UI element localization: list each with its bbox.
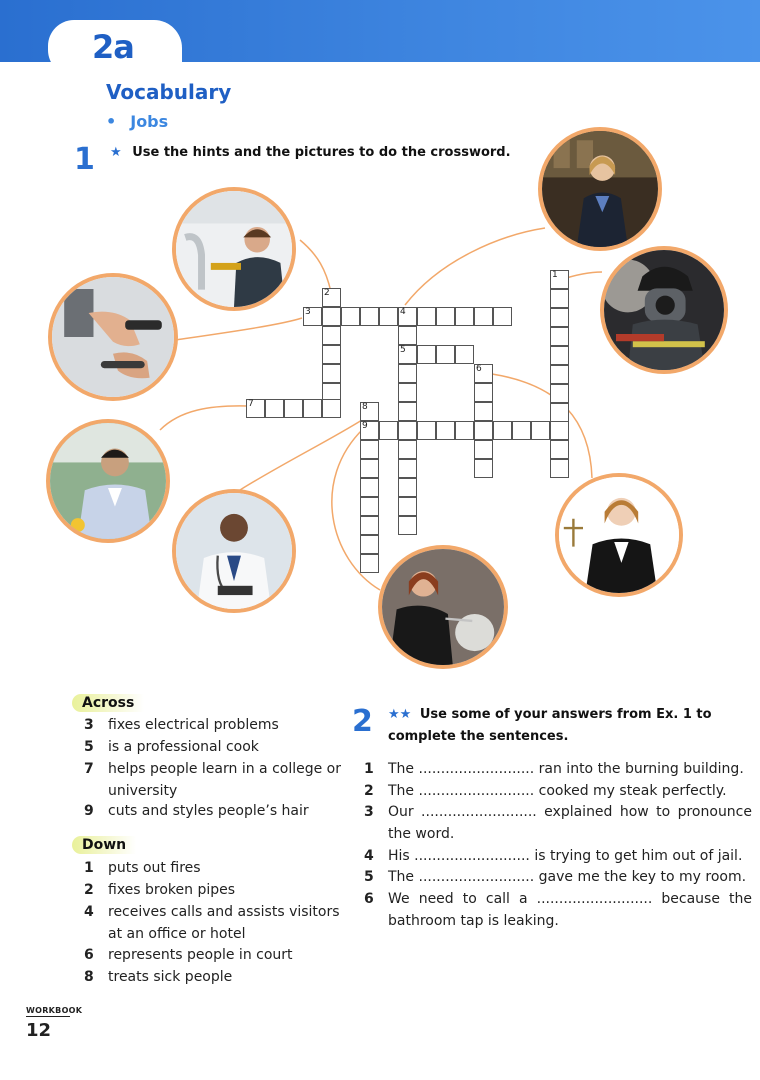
clue-number: 9 — [362, 421, 368, 431]
clue-text: fixes electrical problems — [108, 717, 279, 733]
crossword-cell[interactable] — [360, 402, 379, 421]
crossword-cell[interactable] — [360, 421, 379, 440]
plumber-photo — [172, 187, 296, 311]
crossword-cell[interactable] — [360, 516, 379, 535]
across-heading: Across — [72, 694, 144, 712]
clue-text: fixes broken pipes — [108, 882, 236, 898]
crossword-cell[interactable] — [398, 402, 417, 421]
crossword-cell[interactable] — [322, 326, 341, 345]
doctor-photo — [172, 489, 296, 613]
crossword-cell[interactable] — [360, 459, 379, 478]
down-heading: Down — [72, 836, 136, 854]
crossword-cell[interactable] — [550, 270, 569, 289]
bullet-icon: • — [106, 112, 117, 131]
crossword-cell[interactable] — [493, 421, 512, 440]
crossword-cell[interactable] — [550, 327, 569, 346]
crossword-cell[interactable] — [417, 345, 436, 364]
crossword-cell[interactable] — [398, 345, 417, 364]
sentence-number: 2 — [364, 783, 374, 799]
sentence-text[interactable]: The .......................... ran into the burning building. — [388, 761, 744, 777]
exercise-1-number: 1 — [74, 142, 95, 177]
sentence-text[interactable]: The .......................... cooked my steak perfectly. — [388, 783, 727, 799]
crossword-cell[interactable] — [455, 307, 474, 326]
crossword-cell[interactable] — [398, 326, 417, 345]
crossword-cell[interactable] — [512, 421, 531, 440]
crossword-cell[interactable] — [493, 307, 512, 326]
crossword-cell[interactable] — [455, 421, 474, 440]
crossword-cell[interactable] — [436, 421, 455, 440]
unit-number: 2a — [92, 28, 134, 66]
crossword-cell[interactable] — [531, 421, 550, 440]
crossword-cell[interactable] — [322, 288, 341, 307]
crossword-cell[interactable] — [246, 399, 265, 418]
crossword-cell[interactable] — [379, 421, 398, 440]
clue-number: 4 — [400, 307, 406, 317]
clue-number: 2 — [324, 288, 330, 298]
crossword-cell[interactable] — [398, 421, 417, 440]
firefighter-photo — [600, 246, 728, 374]
crossword-cell[interactable] — [474, 440, 493, 459]
crossword-cell[interactable] — [550, 459, 569, 478]
crossword-cell[interactable] — [550, 421, 569, 440]
crossword-cell[interactable] — [265, 399, 284, 418]
crossword-cell[interactable] — [360, 440, 379, 459]
crossword-cell[interactable] — [322, 307, 341, 326]
crossword-cell[interactable] — [550, 289, 569, 308]
crossword-cell[interactable] — [322, 399, 341, 418]
clue-number: 6 — [84, 947, 94, 963]
clue-number: 7 — [84, 761, 94, 777]
sentence-text[interactable]: His .......................... is trying to get him out of jail. — [388, 848, 743, 864]
crossword-cell[interactable] — [550, 365, 569, 384]
clue-number: 2 — [84, 882, 94, 898]
crossword-cell[interactable] — [436, 307, 455, 326]
instruction-text: Use the hints and the pictures to do the crossword. — [132, 145, 511, 160]
clue-number: 9 — [84, 803, 94, 819]
sentence-text[interactable]: Our .......................... explained how to pronounce the word. — [388, 804, 752, 842]
clue-text: helps people learn in a college or university — [108, 761, 341, 799]
footer-label: WORKBOOK — [26, 1006, 83, 1015]
hairdresser-photo — [378, 545, 508, 669]
clue-number: 5 — [400, 345, 406, 355]
crossword-cell[interactable] — [550, 403, 569, 422]
crossword-cell[interactable] — [341, 307, 360, 326]
lecturer-photo — [46, 419, 170, 543]
crossword-cell[interactable] — [360, 554, 379, 573]
clue-number: 3 — [84, 717, 94, 733]
difficulty-stars-icon: ★★ — [388, 707, 412, 722]
clue-number: 8 — [84, 969, 94, 985]
clue-number: 3 — [305, 307, 311, 317]
clue-number: 1 — [552, 270, 558, 280]
crossword-cell[interactable] — [474, 421, 493, 440]
clue-text: receives calls and assists visitors at an office or hotel — [108, 904, 340, 942]
clue-number: 6 — [476, 364, 482, 374]
crossword-cell[interactable] — [284, 399, 303, 418]
lawyer-photo — [555, 473, 683, 597]
clue-number: 5 — [84, 739, 94, 755]
clue-text: represents people in court — [108, 947, 293, 963]
footer-divider — [26, 1016, 70, 1017]
page-number: 12 — [26, 1020, 52, 1041]
crossword-cell[interactable] — [303, 307, 322, 326]
crossword-cell[interactable] — [474, 307, 493, 326]
sentence-text[interactable]: We need to call a .......................... because the bathroom tap is leaking. — [388, 891, 752, 929]
sentence-number: 1 — [364, 761, 374, 777]
crossword-cell[interactable] — [550, 384, 569, 403]
sentence-number: 6 — [364, 891, 374, 907]
sentence-number: 5 — [364, 869, 374, 885]
crossword-cell[interactable] — [398, 364, 417, 383]
receptionist-photo — [538, 127, 662, 251]
crossword-cell[interactable] — [398, 459, 417, 478]
crossword-cell[interactable] — [398, 440, 417, 459]
crossword-cell[interactable] — [474, 459, 493, 478]
clue-text: puts out fires — [108, 860, 201, 876]
crossword-cell[interactable] — [474, 402, 493, 421]
crossword-cell[interactable] — [550, 308, 569, 327]
crossword-cell[interactable] — [474, 364, 493, 383]
crossword-cell[interactable] — [322, 345, 341, 364]
crossword-cell[interactable] — [379, 307, 398, 326]
section-title: Vocabulary — [106, 80, 232, 104]
clue-text: is a professional cook — [108, 739, 259, 755]
electrician-photo — [48, 273, 178, 401]
difficulty-star-icon: ★ — [110, 145, 122, 160]
crossword-cell[interactable] — [550, 440, 569, 459]
crossword-cell[interactable] — [398, 516, 417, 535]
crossword-cell[interactable] — [360, 497, 379, 516]
clue-number: 4 — [84, 904, 94, 920]
crossword-cell[interactable] — [417, 421, 436, 440]
crossword-cell[interactable] — [455, 345, 474, 364]
crossword-cell[interactable] — [550, 346, 569, 365]
crossword-cell[interactable] — [398, 478, 417, 497]
instruction-text: Use some of your answers from Ex. 1 to complete the sentences. — [388, 707, 712, 744]
clue-text: treats sick people — [108, 969, 233, 985]
sentence-number: 4 — [364, 848, 374, 864]
crossword-cell[interactable] — [398, 497, 417, 516]
exercise-2-number: 2 — [352, 704, 373, 739]
crossword-cell[interactable] — [474, 383, 493, 402]
crossword-cell[interactable] — [398, 383, 417, 402]
sentence-text[interactable]: The .......................... gave me the key to my room. — [388, 869, 747, 885]
crossword-cell[interactable] — [303, 399, 322, 418]
crossword-cell[interactable] — [398, 307, 417, 326]
crossword-cell[interactable] — [417, 307, 436, 326]
clue-text: cuts and styles people’s hair — [108, 803, 309, 819]
clue-number: 8 — [362, 402, 368, 412]
crossword-cell[interactable] — [322, 364, 341, 383]
crossword-cell[interactable] — [360, 535, 379, 554]
crossword-cell[interactable] — [360, 478, 379, 497]
clue-number: 1 — [84, 860, 94, 876]
sentence-number: 3 — [364, 804, 374, 820]
crossword-cell[interactable] — [436, 345, 455, 364]
exercise-2-instruction — [388, 704, 728, 748]
clue-number: 7 — [248, 399, 254, 409]
crossword-cell[interactable] — [360, 307, 379, 326]
topic-label: Jobs — [130, 112, 169, 131]
